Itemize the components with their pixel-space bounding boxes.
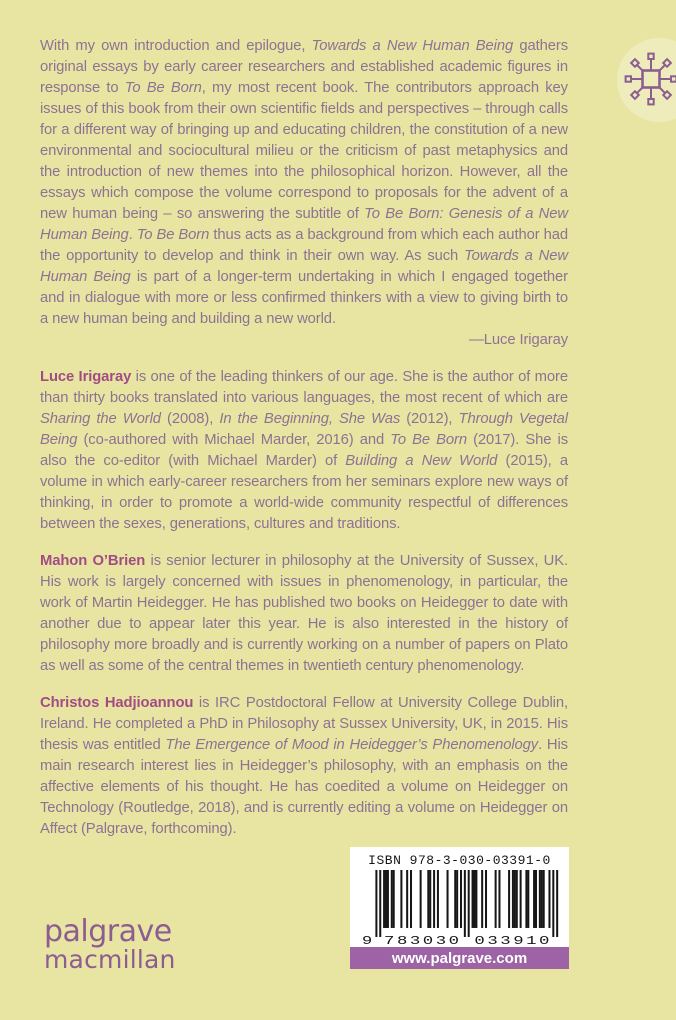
palgrave-flower-icon xyxy=(621,49,676,109)
svg-text:783030: 783030 xyxy=(383,935,459,946)
book-blurb: With my own introduction and epilogue, Towards a New Human Being gathers original essays by early career researchers and established academic figures in response to To Be Born, my most recent book. The contributors approach key issues of this book from their own scientific fields and perspectives – through calls for a different way of bringing up and educating children, the constitution of a new environmental and sociocultural milieu or the criticism of past metaphysics and the introduction of new themes into the philosophical horizon. However, all the essays which compose the volume correspond to proposals for the advent of a new human being – so answering the subtitle of To Be Born: Genesis of a New Human Being. To Be Born thus acts as a background from which each author had the opportunity to develop and think in their own way. As such Towards a New Human Being is part of a longer-term undertaking in which I engaged together and in dialogue with more or less confirmed thinkers with a view to giving birth to a new human being and building a new world. xyxy=(40,38,569,327)
bio-mahon-obrien: Mahon O’Brien is senior lecturer in philosophy at the University of Sussex, UK. His work is largely concerned with issues in phenomenology, in particular, the work of Martin Heidegger. He has published two books on Heidegger to date with another due to appear later this year. He is also interested in the history of philosophy more broadly and is currently working on a number of papers on Plato as well as some of the central themes in twentieth century phenomenology. xyxy=(40,553,569,674)
svg-text:033910: 033910 xyxy=(473,935,549,946)
publisher-badge xyxy=(617,38,676,122)
bio-christos-hadjioannou: Christos Hadjioannou is IRC Postdoctoral Fellow at University College Dublin, Ireland. He completed a PhD in Philosophy at Sussex University, UK, in 2015. His thesis was entitled The Emergence of Mood in Heidegger’s Phenomenology. His main research interest lies in Heidegger’s philosophy, with an emphasis on the affective elements of his thought. He has coedited a volume on Heidegger on Technology (Routledge, 2018), and is currently editing a volume on Heidegger on Affect (Palgrave, forthcoming). xyxy=(40,695,568,837)
logo-macmillan: macmillan xyxy=(44,945,176,974)
logo-palgrave: palgrave xyxy=(44,914,172,949)
bio-luce-irigaray: Luce Irigaray is one of the leading thinkers of our age. She is the author of more than thirty books translated into various languages, the most recent of which are Sharing the World (2008), In the Beginning, She Was (2012), Through Vegetal Being (co-authored with Michael Marder, 2016) and To Be Born (2017). She is also the co-editor (with Michael Marder) of Building a New World (2015), a volume in which early-career researchers from her seminars explore new ways of thinking, in order to promote a world-wide community respectful of differences between the sexes, generations, cultures and traditions. xyxy=(40,369,569,532)
ean13-barcode xyxy=(350,870,569,946)
isbn-number: ISBN 978-3-030-03391-0 xyxy=(368,853,551,868)
back-cover-text xyxy=(40,36,568,840)
blurb-attribution: —Luce Irigaray xyxy=(469,332,568,348)
isbn-barcode-box xyxy=(350,847,569,969)
publisher-logo xyxy=(44,916,176,972)
publisher-website: www.palgrave.com xyxy=(350,947,569,969)
svg-text:9: 9 xyxy=(361,935,372,946)
